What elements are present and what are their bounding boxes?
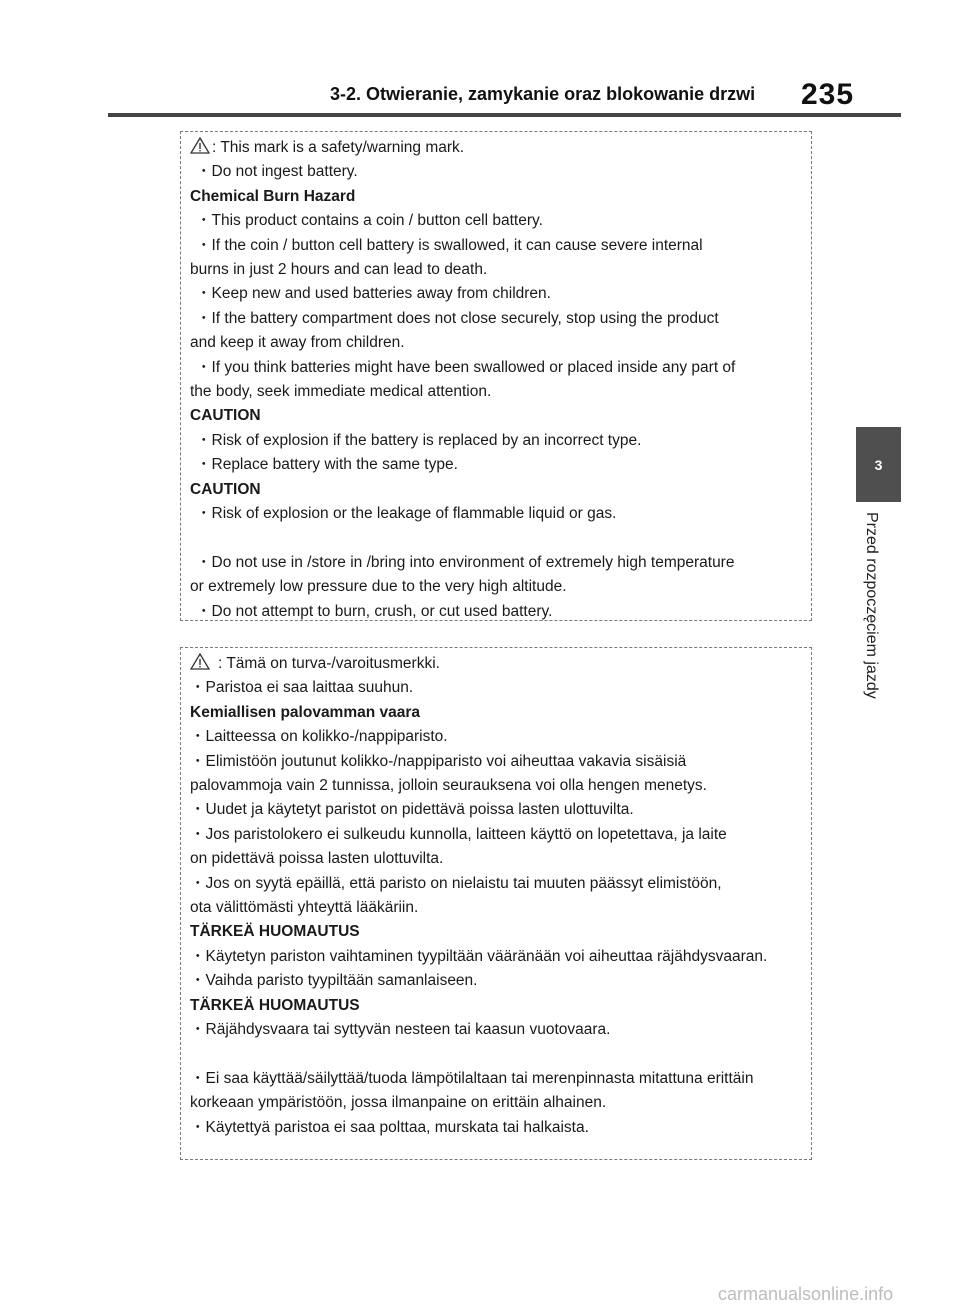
notice-line: ・If you think batteries might have been swallowed or placed inside any part of	[196, 358, 736, 376]
notice-line: ・Do not use in /store in /bring into environment of extremely high temperature	[196, 553, 735, 571]
section-heading: Chemical Burn Hazard	[190, 187, 356, 205]
chapter-tab[interactable]: 3	[856, 427, 901, 502]
header-title: 3-2. Otwieranie, zamykanie oraz blokowanie drzwi	[330, 84, 756, 104]
finnish-mark-text: : Tämä on turva-/varoitusmerkki.	[218, 655, 440, 672]
notice-line: ・Käytetyn pariston vaihtaminen tyypiltään vääränään voi aiheuttaa räjähdysvaaran.	[190, 947, 768, 965]
notice-line: palovammoja vain 2 tunnissa, jolloin seurauksena voi olla hengen menetys.	[190, 777, 707, 795]
chapter-label: Przed rozpoczęciem jazdy	[863, 512, 880, 699]
finnish-warning-box	[180, 647, 812, 1160]
notice-line: korkeaan ympäristöön, jossa ilmanpaine on erittäin alhainen.	[190, 1094, 607, 1112]
notice-line: ・Risk of explosion if the battery is replaced by an incorrect type.	[196, 431, 642, 449]
notice-line: ・Risk of explosion or the leakage of flammable liquid or gas.	[196, 505, 617, 523]
notice-line: ・This product contains a coin / button cell battery.	[196, 212, 543, 230]
notice-line: ・Räjähdysvaara tai syttyvän nesteen tai kaasun vuotovaara.	[190, 1021, 611, 1039]
warning-triangle-icon	[190, 653, 210, 670]
finnish-mark-line	[190, 652, 811, 676]
section-heading: Kemiallisen palovamman vaara	[190, 703, 421, 721]
notice-line: ota välittömästi yhteyttä lääkäriin.	[190, 899, 419, 917]
finnish-notice-lines	[190, 676, 811, 1140]
notice-line	[190, 527, 811, 551]
header-rule	[108, 113, 901, 117]
notice-line: ・Elimistöön joutunut kolikko-/nappiparisto voi aiheuttaa vakavia sisäisiä	[190, 752, 687, 770]
notice-line: or extremely low pressure due to the very high altitude.	[190, 578, 567, 596]
notice-line: ・Jos paristolokero ei sulkeudu kunnolla, laitteen käyttö on lopetettava, ja laite	[190, 825, 727, 843]
notice-line: ・Do not ingest battery.	[196, 163, 358, 181]
section-heading: TÄRKEÄ HUOMAUTUS	[190, 996, 360, 1014]
notice-line: ・Käytettyä paristoa ei saa polttaa, murskata tai halkaista.	[190, 1118, 589, 1136]
watermark: carmanualsonline.info	[718, 1284, 894, 1304]
english-mark-line	[190, 136, 811, 160]
warning-triangle-icon	[190, 137, 210, 154]
section-heading: CAUTION	[190, 407, 261, 425]
notice-line: ・Uudet ja käytetyt paristot on pidettävä poissa lasten ulottuvilta.	[190, 801, 634, 819]
english-notice-lines	[190, 160, 811, 624]
notice-line: ・Do not attempt to burn, crush, or cut used battery.	[196, 602, 553, 620]
section-heading: CAUTION	[190, 480, 261, 498]
notice-line: burns in just 2 hours and can lead to death.	[190, 261, 488, 279]
english-mark-text: : This mark is a safety/warning mark.	[212, 139, 465, 156]
notice-line: ・Replace battery with the same type.	[196, 456, 458, 474]
notice-line: ・Ei saa käyttää/säilyttää/tuoda lämpötilaltaan tai merenpinnasta mitattuna erittäin	[190, 1069, 754, 1087]
notice-line: ・Vaihda paristo tyypiltään samanlaiseen.	[190, 972, 478, 990]
notice-line: and keep it away from children.	[190, 334, 405, 352]
english-warning-box	[180, 131, 812, 621]
notice-line: ・Jos on syytä epäillä, että paristo on nielaistu tai muuten päässyt elimistöön,	[190, 874, 722, 892]
notice-line: ・If the battery compartment does not close securely, stop using the product	[196, 309, 719, 327]
notice-line: ・If the coin / button cell battery is swallowed, it can cause severe internal	[196, 236, 703, 254]
section-heading: TÄRKEÄ HUOMAUTUS	[190, 923, 360, 941]
notice-line: ・Keep new and used batteries away from children.	[196, 285, 551, 303]
notice-line: the body, seek immediate medical attention.	[190, 383, 492, 401]
notice-line	[190, 1043, 811, 1067]
notice-line: ・Laitteessa on kolikko-/nappiparisto.	[190, 728, 448, 746]
notice-line: on pidettävä poissa lasten ulottuvilta.	[190, 850, 444, 868]
page-number: 235	[801, 78, 855, 111]
notice-line: ・Paristoa ei saa laittaa suuhun.	[190, 679, 414, 697]
